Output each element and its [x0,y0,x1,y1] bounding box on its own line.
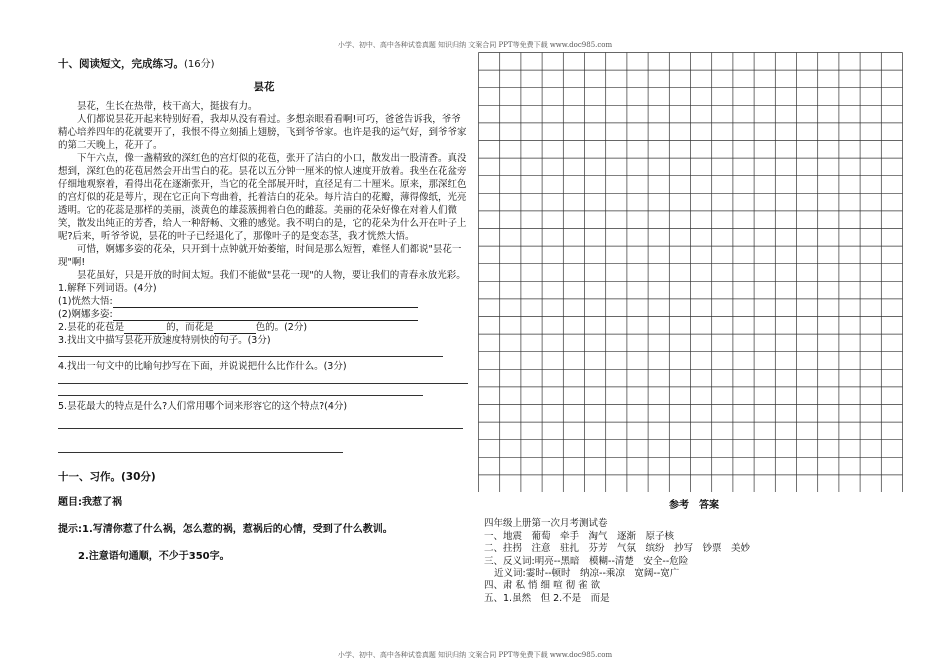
question-3: 3.找出文中描写昙花开放速度特别快的句子。(3分) [58,335,271,346]
question-2-mid: 的，而花是 [166,322,214,333]
question-1: 1.解释下列词语。(4分) [58,283,157,294]
question-2 [58,321,470,334]
section-10-title-text: 十、阅读短文，完成练习。 [58,58,184,70]
answer-line-0: 四年级上册第一次月考测试卷 [484,518,608,530]
question-2-blank-2[interactable] [214,323,256,334]
essay-topic: 题目:我惹了祸 [58,497,122,508]
question-1a-blank[interactable] [113,297,418,308]
answer-line-4: 近义词:霎时--顿时 纳凉--乘凉 宽阔--宽广 [494,568,680,580]
question-1a-label: (1)恍然大悟: [58,296,113,307]
question-5-answer-line-1[interactable] [58,427,463,429]
composition-grid[interactable] [478,52,904,492]
question-1b-label: (2)婀娜多姿: [58,309,113,320]
header-watermark-note: 小学、初中、高中各种试卷真题 知识归纳 文案合同 PPT等免费下载 www.doc985.com [337,41,613,49]
essay-tip-1: 提示:1.写清你惹了什么祸，怎么惹的祸，惹祸后的心情，受到了什么教训。 [58,524,393,535]
question-4-answer-line-1[interactable] [58,382,468,384]
question-3-answer-line[interactable] [58,355,443,357]
question-2-blank-1[interactable] [124,323,166,334]
answer-line-5: 四、肃 私 悄 细 喧 彻 雀 欲 [484,580,601,592]
question-4: 4.找出一句文中的比喻句抄写在下面，并说说把什么比作什么。(3分) [58,361,347,372]
exam-left-column [58,58,470,563]
story-paragraph-4: 可惜，婀娜多姿的花朵，只开到十点钟就开始萎缩，时间是那么短暂，难怪人们都说"昙花一现"啊! [58,244,462,268]
answer-line-6: 五、1.虽然 但 2.不是 而是 [484,592,610,604]
section-10-score: (16分) [184,59,215,70]
question-1b-blank[interactable] [113,310,418,321]
question-5-answer-line-2[interactable] [58,451,343,453]
story-paragraph-3: 下午六点，像一盏精致的深红色的宫灯似的花苞，张开了洁白的小口，散发出一股清香。真没想到，深红色的花苞居然会开出雪白的花。昙花以五分钟一厘米的惊人速度开放着。我坐在花盆旁仔细地观察着，看得出花在逐渐张开，当它的花全部展开时，直径足有二十厘米。原来，那深红色的宫灯似的花是萼片，现在它正向下弯曲着，托着洁白的花朵。每片洁白的花瓣，薄得像纸，光亮透明。它的花蕊是那样的美丽，淡黄色的雄蕊簇拥着白色的雌蕊。美丽的花朵好像在对着人们微笑，散发出纯正的芳香，给人一种舒畅、文雅的感觉。我不明白的是，它的花朵为什么开在叶子上呢?后来，听爷爷说，昙花的叶子已经退化了，那像叶子的是变态茎，我才恍然大悟。 [58,153,467,242]
question-1a [58,295,470,308]
answer-line-2: 二、拄拐 注意 驻扎 芬芳 气氛 缤纷 抄写 钞票 美妙 [484,543,751,555]
footer-watermark-note: 小学、初中、高中各种试卷真题 知识归纳 文案合同 PPT等免费下载 www.doc985.com [337,651,613,659]
story-paragraph-5: 昙花虽好，只是开放的时间太短。我们不能做"昙花一现"的人物，要让我们的青春永放光彩。 [77,270,466,281]
question-4-answer-line-2[interactable] [58,394,423,396]
story-paragraph-1: 昙花，生长在热带，枝干高大，挺拔有力。 [77,101,258,112]
composition-grid-svg [478,52,904,492]
question-2-post: 色的。(2分) [255,322,308,333]
answer-key-title: 参考 答案 [669,500,719,511]
answer-line-3: 三、反义词:明亮--黑暗 模糊--清楚 安全--危险 [484,555,689,567]
answer-line-1: 一、地震 葡萄 牵手 淘气 逐渐 原子核 [484,530,675,542]
story-paragraph-2: 人们都说昙花开起来特别好看，我却从没有看过。多想亲眼看看啊!可巧，爸爸告诉我，爷爷精心培养四年的花就要开了，我恨不得立刻插上翅膀，飞到爷爷家。也许是我的运气好，到爷爷家的第二天晚上，花开了。 [58,114,467,151]
question-1b [58,308,470,321]
section-11-title: 十一、习作。(30分) [58,471,156,483]
answer-key [484,500,904,605]
question-5: 5.昙花最大的特点是什么?人们常用哪个词来形容它的这个特点?(4分) [58,401,348,412]
section-10-title [58,58,470,71]
question-2-pre: 2.昙花的花苞是 [58,322,125,333]
essay-tip-2: 2.注意语句通顺，不少于350字。 [78,551,230,562]
story-title: 昙花 [253,81,275,93]
